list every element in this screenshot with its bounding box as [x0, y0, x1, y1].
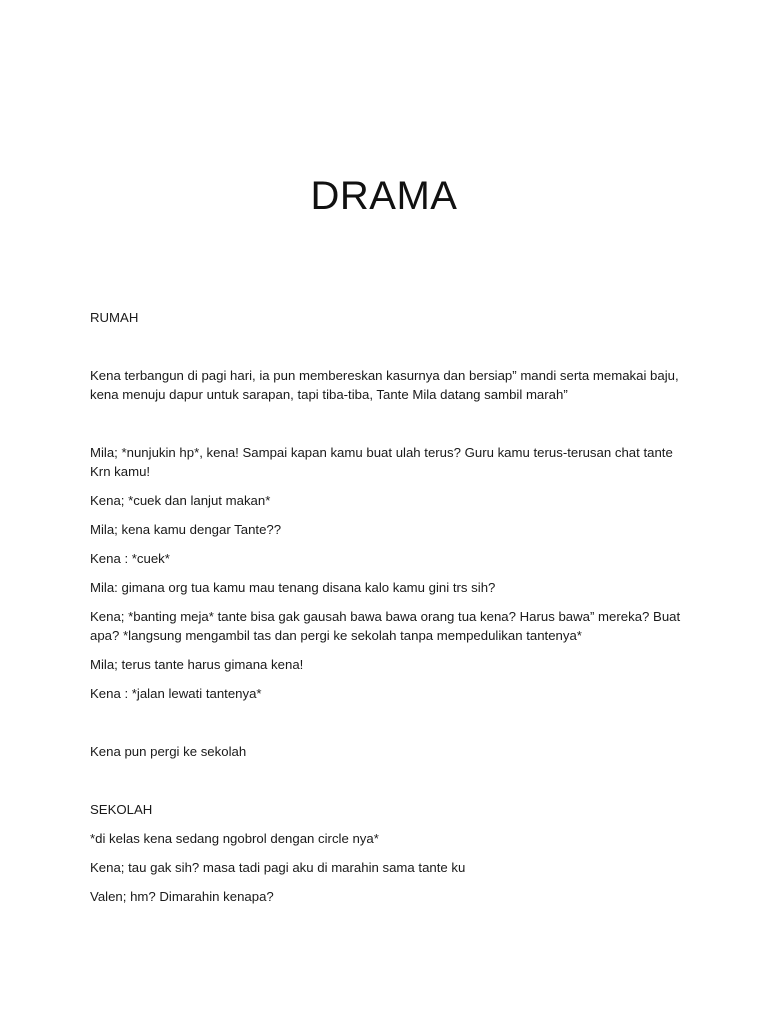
dialogue-line: Kena; tau gak sih? masa tadi pagi aku di marahin sama tante ku [90, 860, 466, 875]
narration-line: Kena terbangun di pagi hari, ia pun membereskan kasurnya dan bersiap” mandi serta memakai baju, [90, 368, 679, 383]
dialogue-line: Kena; *cuek dan lanjut makan* [90, 493, 271, 508]
dialogue-line: apa? *langsung mengambil tas dan pergi ke sekolah tanpa mempedulikan tantenya* [90, 628, 582, 643]
dialogue-line: Kena : *jalan lewati tantenya* [90, 686, 262, 701]
dialogue-line: Mila: gimana org tua kamu mau tenang disana kalo kamu gini trs sih? [90, 580, 496, 595]
narration-line: kena menuju dapur untuk sarapan, tapi tiba-tiba, Tante Mila datang sambil marah” [90, 387, 568, 402]
dialogue-line: Valen; hm? Dimarahin kenapa? [90, 889, 274, 904]
scene-heading-sekolah: SEKOLAH [90, 802, 153, 817]
stage-direction-line: *di kelas kena sedang ngobrol dengan circle nya* [90, 831, 379, 846]
dialogue-line: Kena; *banting meja* tante bisa gak gausah bawa bawa orang tua kena? Harus bawa” mereka? Buat [90, 609, 681, 624]
dialogue-line: Mila; *nunjukin hp*, kena! Sampai kapan kamu buat ulah terus? Guru kamu terus-terusan chat tante [90, 445, 673, 460]
document-title: DRAMA [310, 174, 458, 218]
dialogue-line: Kena : *cuek* [90, 551, 170, 566]
narration-line: Kena pun pergi ke sekolah [90, 744, 247, 759]
dialogue-line: Mila; kena kamu dengar Tante?? [90, 522, 282, 537]
scene-heading-rumah: RUMAH [90, 310, 139, 325]
dialogue-line: Krn kamu! [90, 464, 151, 479]
dialogue-line: Mila; terus tante harus gimana kena! [90, 657, 304, 672]
